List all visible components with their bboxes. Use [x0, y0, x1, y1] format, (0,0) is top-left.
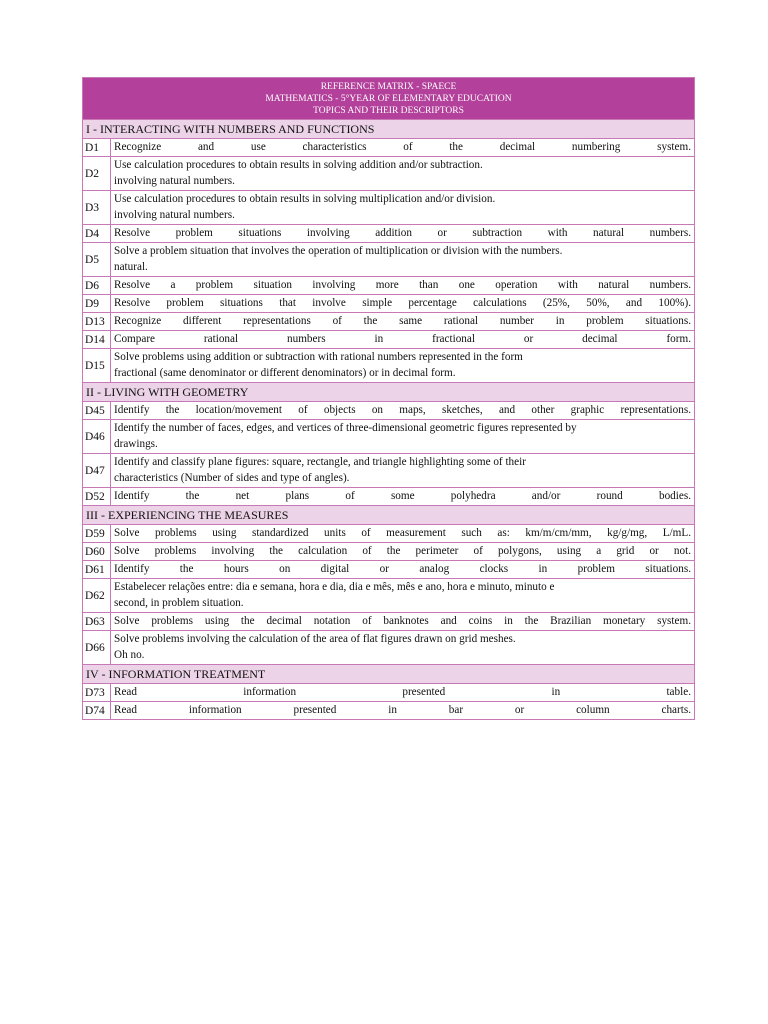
descriptor-code: D1 [83, 139, 111, 156]
descriptor-text-line: Oh no. [114, 648, 145, 661]
descriptor-text: Compare rational numbers in fractional or decimal form. [114, 333, 691, 345]
descriptor-code: D66 [83, 631, 111, 664]
descriptor-row [83, 420, 694, 454]
descriptor-text-line: natural. [114, 260, 148, 273]
descriptor-text: Resolve problem situations that involve simple percentage calculations (25%, 50%, and 100%). [114, 297, 691, 309]
descriptor-code: D14 [83, 331, 111, 348]
descriptor-row [83, 613, 694, 631]
section-header: III - EXPERIENCING THE MEASURES [83, 506, 694, 525]
descriptor-text: Resolve a problem situation involving more than one operation with natural numbers. [114, 279, 691, 291]
descriptor-text-line: Estabelecer relações entre: dia e semana, hora e dia, dia e mês, mês e ano, hora e minuto, minuto e [114, 581, 555, 593]
descriptor-code: D15 [83, 349, 111, 382]
descriptor-text: Resolve problem situations involving addition or subtraction with natural numbers. [114, 227, 691, 239]
descriptor-text-line: Identify and classify plane figures: square, rectangle, and triangle highlighting some of their [114, 456, 526, 468]
descriptor-text-line: second, in problem situation. [114, 596, 244, 609]
descriptor-text: Read information presented in table. [114, 686, 691, 698]
descriptor-code: D5 [83, 243, 111, 276]
descriptor-text-line: drawings. [114, 437, 158, 450]
descriptor-text-line: fractional (same denominator or different denominators) or in decimal form. [114, 366, 456, 379]
matrix-subtitle: TOPICS AND THEIR DESCRIPTORS [313, 106, 464, 116]
descriptor-code: D63 [83, 613, 111, 630]
descriptor-code: D45 [83, 402, 111, 419]
descriptor-row [83, 488, 694, 506]
descriptor-text: Solve problems using standardized units of measurement such as: km/m/cm/mm, kg/g/mg, L/mL. [114, 527, 691, 539]
descriptor-text [111, 191, 694, 224]
descriptor-code: D13 [83, 313, 111, 330]
descriptor-text [111, 243, 694, 276]
section-header: I - INTERACTING WITH NUMBERS AND FUNCTIONS [83, 120, 694, 139]
descriptor-code: D2 [83, 157, 111, 190]
descriptor-code: D6 [83, 277, 111, 294]
descriptor-text-line: Solve problems using addition or subtraction with rational numbers represented in the form [114, 351, 523, 363]
descriptor-row [83, 402, 694, 420]
descriptor-code: D9 [83, 295, 111, 312]
descriptor-text-line: characteristics (Number of sides and type of angles). [114, 471, 350, 484]
descriptor-text: Solve problems involving the calculation of the perimeter of polygons, using a grid or not. [114, 545, 691, 557]
descriptor-text-line: Use calculation procedures to obtain results in solving addition and/or subtraction. [114, 159, 483, 171]
descriptor-text [111, 157, 694, 190]
descriptor-row [83, 579, 694, 613]
descriptor-row [83, 684, 694, 702]
section-header: II - LIVING WITH GEOMETRY [83, 383, 694, 402]
descriptor-row [83, 331, 694, 349]
descriptor-code: D52 [83, 488, 111, 505]
descriptor-code: D46 [83, 420, 111, 453]
matrix-subject: MATHEMATICS - 5°YEAR OF ELEMENTARY EDUCATION [265, 94, 512, 104]
descriptor-text-line: Use calculation procedures to obtain results in solving multiplication and/or division. [114, 193, 496, 205]
descriptor-code: D61 [83, 561, 111, 578]
descriptor-row [83, 525, 694, 543]
descriptor-row [83, 454, 694, 488]
descriptor-text [111, 579, 694, 612]
descriptor-text: Solve problems using the decimal notation of banknotes and coins in the Brazilian monetary system. [114, 615, 691, 627]
descriptor-text: Identify the hours on digital or analog clocks in problem situations. [114, 563, 691, 575]
descriptor-text-line: involving natural numbers. [114, 174, 235, 187]
descriptor-code: D47 [83, 454, 111, 487]
descriptor-row [83, 139, 694, 157]
descriptor-row [83, 702, 694, 719]
descriptor-row [83, 295, 694, 313]
descriptor-code: D59 [83, 525, 111, 542]
descriptor-row [83, 349, 694, 383]
descriptor-text [111, 420, 694, 453]
descriptor-code: D74 [83, 702, 111, 719]
descriptor-row [83, 561, 694, 579]
descriptor-text: Read information presented in bar or column charts. [114, 704, 691, 716]
reference-matrix-table [82, 77, 695, 720]
descriptor-row [83, 243, 694, 277]
descriptor-text-line: Identify the number of faces, edges, and vertices of three-dimensional geometric figures represented by [114, 422, 577, 434]
descriptor-text: Identify the location/movement of objects on maps, sketches, and other graphic representations. [114, 404, 691, 416]
descriptor-code: D60 [83, 543, 111, 560]
descriptor-text-line: involving natural numbers. [114, 208, 235, 221]
descriptor-text [111, 454, 694, 487]
matrix-header-banner [83, 78, 694, 120]
descriptor-text-line: Solve a problem situation that involves the operation of multiplication or division with the numbers. [114, 245, 563, 257]
descriptor-text: Recognize different representations of the same rational number in problem situations. [114, 315, 691, 327]
descriptor-code: D73 [83, 684, 111, 701]
descriptor-text [111, 631, 694, 664]
descriptor-row [83, 631, 694, 665]
descriptor-row [83, 313, 694, 331]
descriptor-row [83, 191, 694, 225]
descriptor-row [83, 157, 694, 191]
descriptor-code: D3 [83, 191, 111, 224]
descriptor-row [83, 277, 694, 295]
descriptor-code: D4 [83, 225, 111, 242]
descriptor-text: Recognize and use characteristics of the decimal numbering system. [114, 141, 691, 153]
descriptor-row [83, 225, 694, 243]
descriptor-text-line: Solve problems involving the calculation of the area of flat figures drawn on grid meshes. [114, 633, 516, 645]
matrix-body [83, 120, 694, 719]
section-header: IV - INFORMATION TREATMENT [83, 665, 694, 684]
descriptor-text: Identify the net plans of some polyhedra and/or round bodies. [114, 490, 691, 502]
matrix-title: REFERENCE MATRIX - SPAECE [320, 82, 457, 92]
descriptor-row [83, 543, 694, 561]
descriptor-text [111, 349, 694, 382]
descriptor-code: D62 [83, 579, 111, 612]
